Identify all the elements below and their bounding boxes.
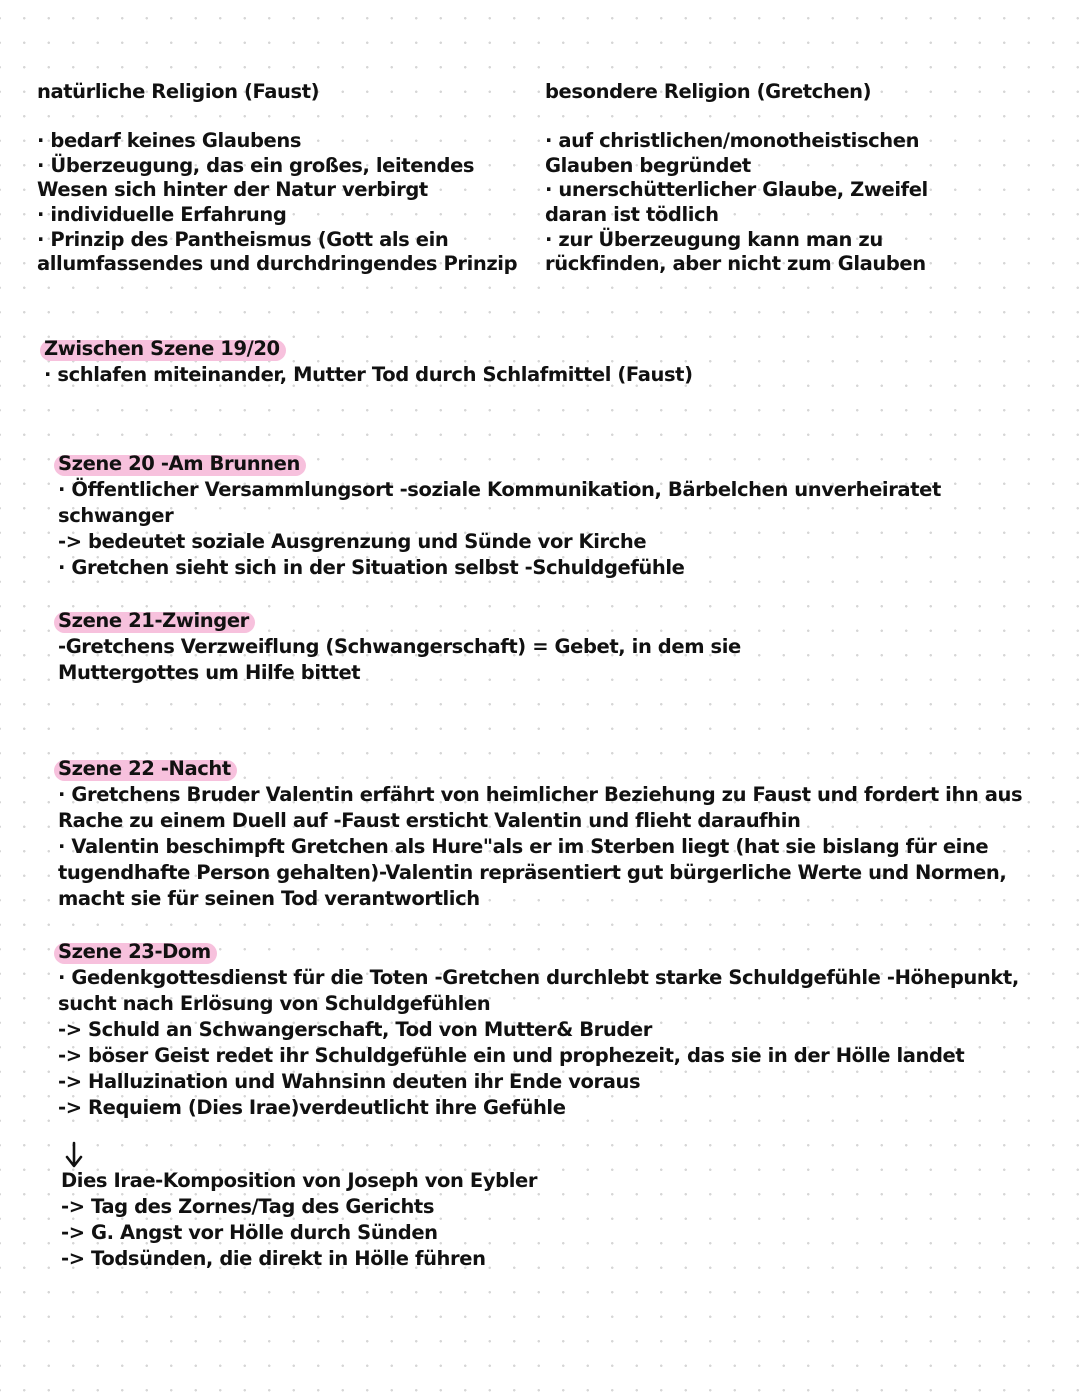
section-line: · Gretchen sieht sich in der Situation selbst -Schuldgefühle	[58, 556, 685, 579]
special-religion-line: daran ist tödlich	[545, 202, 719, 226]
section-line: Rache zu einem Duell auf -Faust ersticht Valentin und flieht daraufhin	[58, 809, 801, 832]
section-heading: Szene 20 -Am Brunnen	[54, 451, 306, 477]
section-line: · schlafen miteinander, Mutter Tod durch Schlafmittel (Faust)	[44, 363, 693, 386]
natural-religion-line: · individuelle Erfahrung	[37, 202, 287, 226]
section-heading: Szene 21-Zwinger	[54, 608, 255, 634]
dies-irae-line: -> G. Angst vor Hölle durch Sünden	[61, 1221, 438, 1244]
natural-religion-title: natürliche Religion (Faust)	[37, 80, 320, 103]
section-scene-22	[58, 756, 1068, 912]
natural-religion-column	[37, 80, 517, 277]
dies-irae-line: Dies Irae-Komposition von Joseph von Eybler	[61, 1169, 538, 1192]
section-line: sucht nach Erlösung von Schuldgefühlen	[58, 992, 491, 1015]
section-heading: Szene 22 -Nacht	[54, 756, 237, 782]
section-scene-23	[58, 939, 1068, 1121]
special-religion-line: · auf christlichen/monotheistischen	[545, 129, 920, 153]
section-heading: Zwischen Szene 19/20	[40, 336, 286, 362]
section-heading: Szene 23-Dom	[54, 939, 217, 965]
natural-religion-line: · bedarf keines Glaubens	[37, 129, 302, 153]
section-line: macht sie für seinen Tod verantwortlich	[58, 887, 480, 910]
special-religion-column	[545, 80, 1045, 277]
section-line: · Gretchens Bruder Valentin erfährt von heimlicher Beziehung zu Faust und fordert ihn aus	[58, 783, 1023, 806]
section-between-scenes	[44, 336, 1044, 388]
section-line: Muttergottes um Hilfe bittet	[58, 661, 361, 684]
section-line: · Öffentlicher Versammlungsort -soziale Kommunikation, Bärbelchen unverheiratet	[58, 478, 941, 501]
section-line: -> Schuld an Schwangerschaft, Tod von Mutter& Bruder	[58, 1018, 652, 1041]
special-religion-line: · zur Überzeugung kann man zu	[545, 227, 883, 251]
special-religion-title: besondere Religion (Gretchen)	[545, 80, 872, 103]
section-line: -> böser Geist redet ihr Schuldgefühle ein und prophezeit, das sie in der Hölle landet	[58, 1044, 965, 1067]
section-scene-21	[58, 608, 1058, 686]
dies-irae-line: -> Tag des Zornes/Tag des Gerichts	[61, 1195, 435, 1218]
section-line: -> bedeutet soziale Ausgrenzung und Sünde vor Kirche	[58, 530, 647, 553]
natural-religion-line: · Überzeugung, das ein großes, leitendes	[37, 153, 475, 177]
section-line: schwanger	[58, 504, 174, 527]
special-religion-line: rückfinden, aber nicht zum Glauben	[545, 252, 926, 276]
natural-religion-line: Wesen sich hinter der Natur verbirgt	[37, 178, 428, 202]
section-line: -> Halluzination und Wahnsinn deuten ihr Ende voraus	[58, 1070, 641, 1093]
section-line: -Gretchens Verzweiflung (Schwangerschaft) = Gebet, in dem sie	[58, 635, 741, 658]
section-scene-20	[58, 451, 1058, 581]
section-dies-irae	[61, 1168, 1061, 1272]
dies-irae-line: -> Todsünden, die direkt in Hölle führen	[61, 1247, 486, 1270]
section-line: tugendhafte Person gehalten)-Valentin repräsentiert gut bürgerliche Werte und Normen,	[58, 861, 1007, 884]
section-line: · Gedenkgottesdienst für die Toten -Gretchen durchlebt starke Schuldgefühle -Höhepunkt,	[58, 966, 1019, 989]
special-religion-line: Glauben begründet	[545, 153, 751, 177]
down-arrow-icon	[62, 1140, 86, 1170]
natural-religion-line: · Prinzip des Pantheismus (Gott als ein	[37, 227, 449, 251]
special-religion-line: · unerschütterlicher Glaube, Zweifel	[545, 178, 928, 202]
section-line: -> Requiem (Dies Irae)verdeutlicht ihre Gefühle	[58, 1096, 566, 1119]
natural-religion-line: allumfassendes und durchdringendes Prinzip	[37, 252, 518, 276]
section-line: · Valentin beschimpft Gretchen als Hure"als er im Sterben liegt (hat sie bislang für eine	[58, 835, 989, 858]
